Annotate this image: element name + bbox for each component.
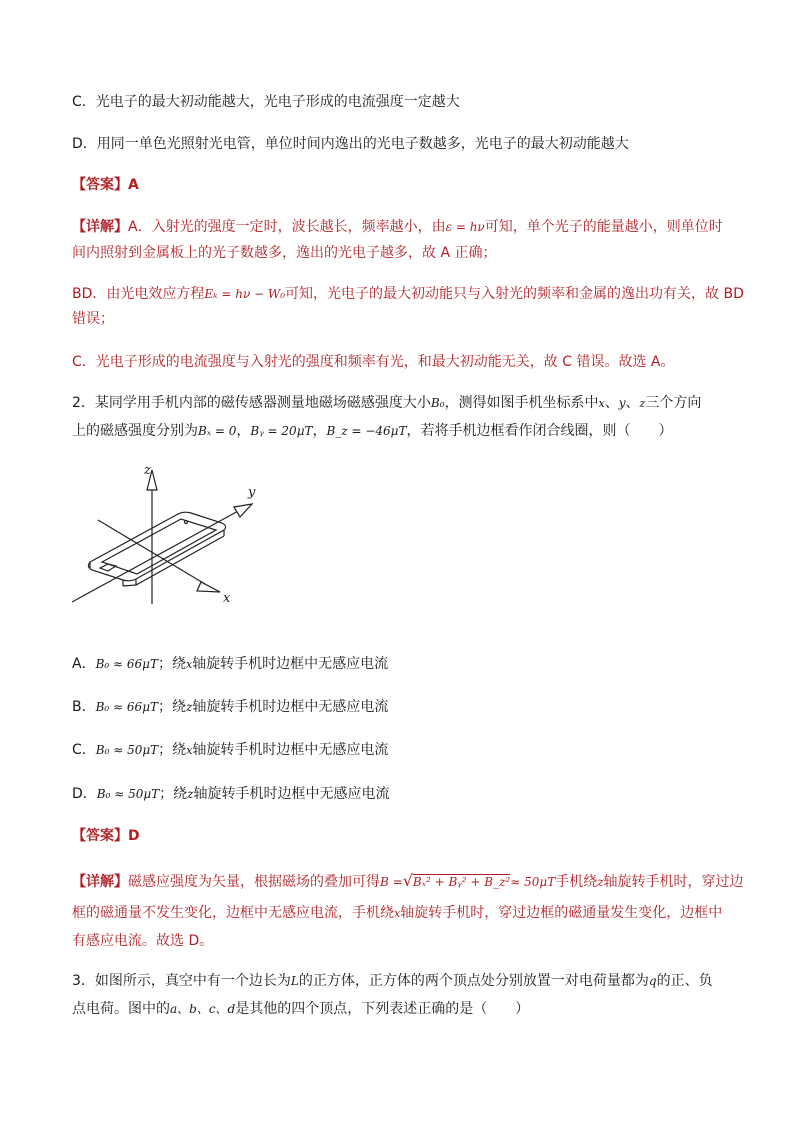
q2-answer (72, 826, 140, 846)
q2-option-a: A．B₀ ≈ 66μT；绕x轴旋转手机时边框中无感应电流 (72, 656, 389, 672)
q1-option-c: C．光电子的最大初动能越大，光电子形成的电流强度一定越大 (72, 94, 460, 110)
q1-detail-bd: BD．由光电效应方程Eₖ = hν − W₀可知，光电子的最大初动能只与入射光的频率和金属的逸出功有关，故 BD (72, 286, 744, 302)
photoelectric-equation: Eₖ = hν − W₀ (204, 287, 286, 301)
q2-detail-cont2: 有感应电流。故选 D。 (72, 933, 214, 949)
q1-option-d: D．用同一单色光照射光电管，单位时间内逸出的光电子数越多，光电子的最大初动能越大 (72, 136, 629, 152)
q2-detail: 【详解】磁感应强度为矢量，根据磁场的叠加可得B =√Bₓ² + Bᵧ² + B_z²≈ 50μT手机绕z轴旋转手机时，穿过边 (72, 871, 744, 890)
detail-label: 【详解】 (72, 874, 128, 890)
q1-detail-bd-cont: 错误； (72, 311, 114, 327)
answer-label: 【答案】 (72, 177, 128, 193)
q2-option-d: D．B₀ ≈ 50μT；绕z轴旋转手机时边框中无感应电流 (72, 786, 390, 802)
axis-y-label: y (248, 485, 256, 500)
answer-value: A (128, 177, 139, 193)
detail-label: 【详解】 (72, 219, 128, 235)
q2-stem-cont: 上的磁感强度分别为Bₓ = 0，Bᵧ = 20μT，B_z = −46μT，若将手机边框看作闭合线圈，则（ ） (72, 423, 673, 439)
photon-energy-formula: ε = hν (445, 220, 485, 234)
q3-stem: 3．如图所示，真空中有一个边长为L的正方体，正方体的两个顶点处分别放置一对电荷量都为q的正、负 (72, 973, 713, 989)
x-axis-arrow-icon (197, 582, 220, 592)
q2-option-c: C．B₀ ≈ 50μT；绕x轴旋转手机时边框中无感应电流 (72, 742, 389, 758)
q2-stem: 2．某同学用手机内部的磁传感器测量地磁场磁感强度大小B₀，测得如图手机坐标系中x、y、z三个方向 (72, 395, 702, 411)
q1-answer (72, 175, 139, 195)
phone-axes-figure (60, 452, 280, 612)
axis-x-label: x (223, 591, 231, 606)
y-axis-arrow-icon (234, 504, 252, 517)
q1-detail-a-cont: 间内照射到金属板上的光子数越多，逸出的光电子越多，故 A 正确； (72, 245, 497, 261)
q2-option-b: B．B₀ ≈ 66μT；绕z轴旋转手机时边框中无感应电流 (72, 699, 389, 715)
axis-z-label: z (144, 463, 151, 478)
q1-detail-a: 【详解】A．入射光的强度一定时，波长越长，频率越小，由ε = hν可知，单个光子的能量越小，则单位时 (72, 219, 723, 235)
answer-value: D (128, 828, 140, 844)
sqrt-icon: √ (402, 871, 413, 890)
q3-stem-cont: 点电荷。图中的a、b、c、d是其他的四个顶点，下列表述正确的是（ ） (72, 1001, 530, 1017)
y-axis-line (72, 510, 240, 602)
sqrt-radicand: Bₓ² + Bᵧ² + B_z² (412, 875, 511, 889)
q2-detail-cont: 框的磁通量不发生变化，边框中无感应电流，手机绕x轴旋转手机时，穿过边框的磁通量发生变化，边框中 (72, 905, 723, 921)
q1-detail-c: C．光电子形成的电流强度与入射光的强度和频率有光，和最大初动能无关，故 C 错误。故选 A。 (72, 354, 675, 370)
front-camera (185, 521, 188, 524)
home-button (100, 564, 116, 571)
answer-label: 【答案】 (72, 828, 128, 844)
